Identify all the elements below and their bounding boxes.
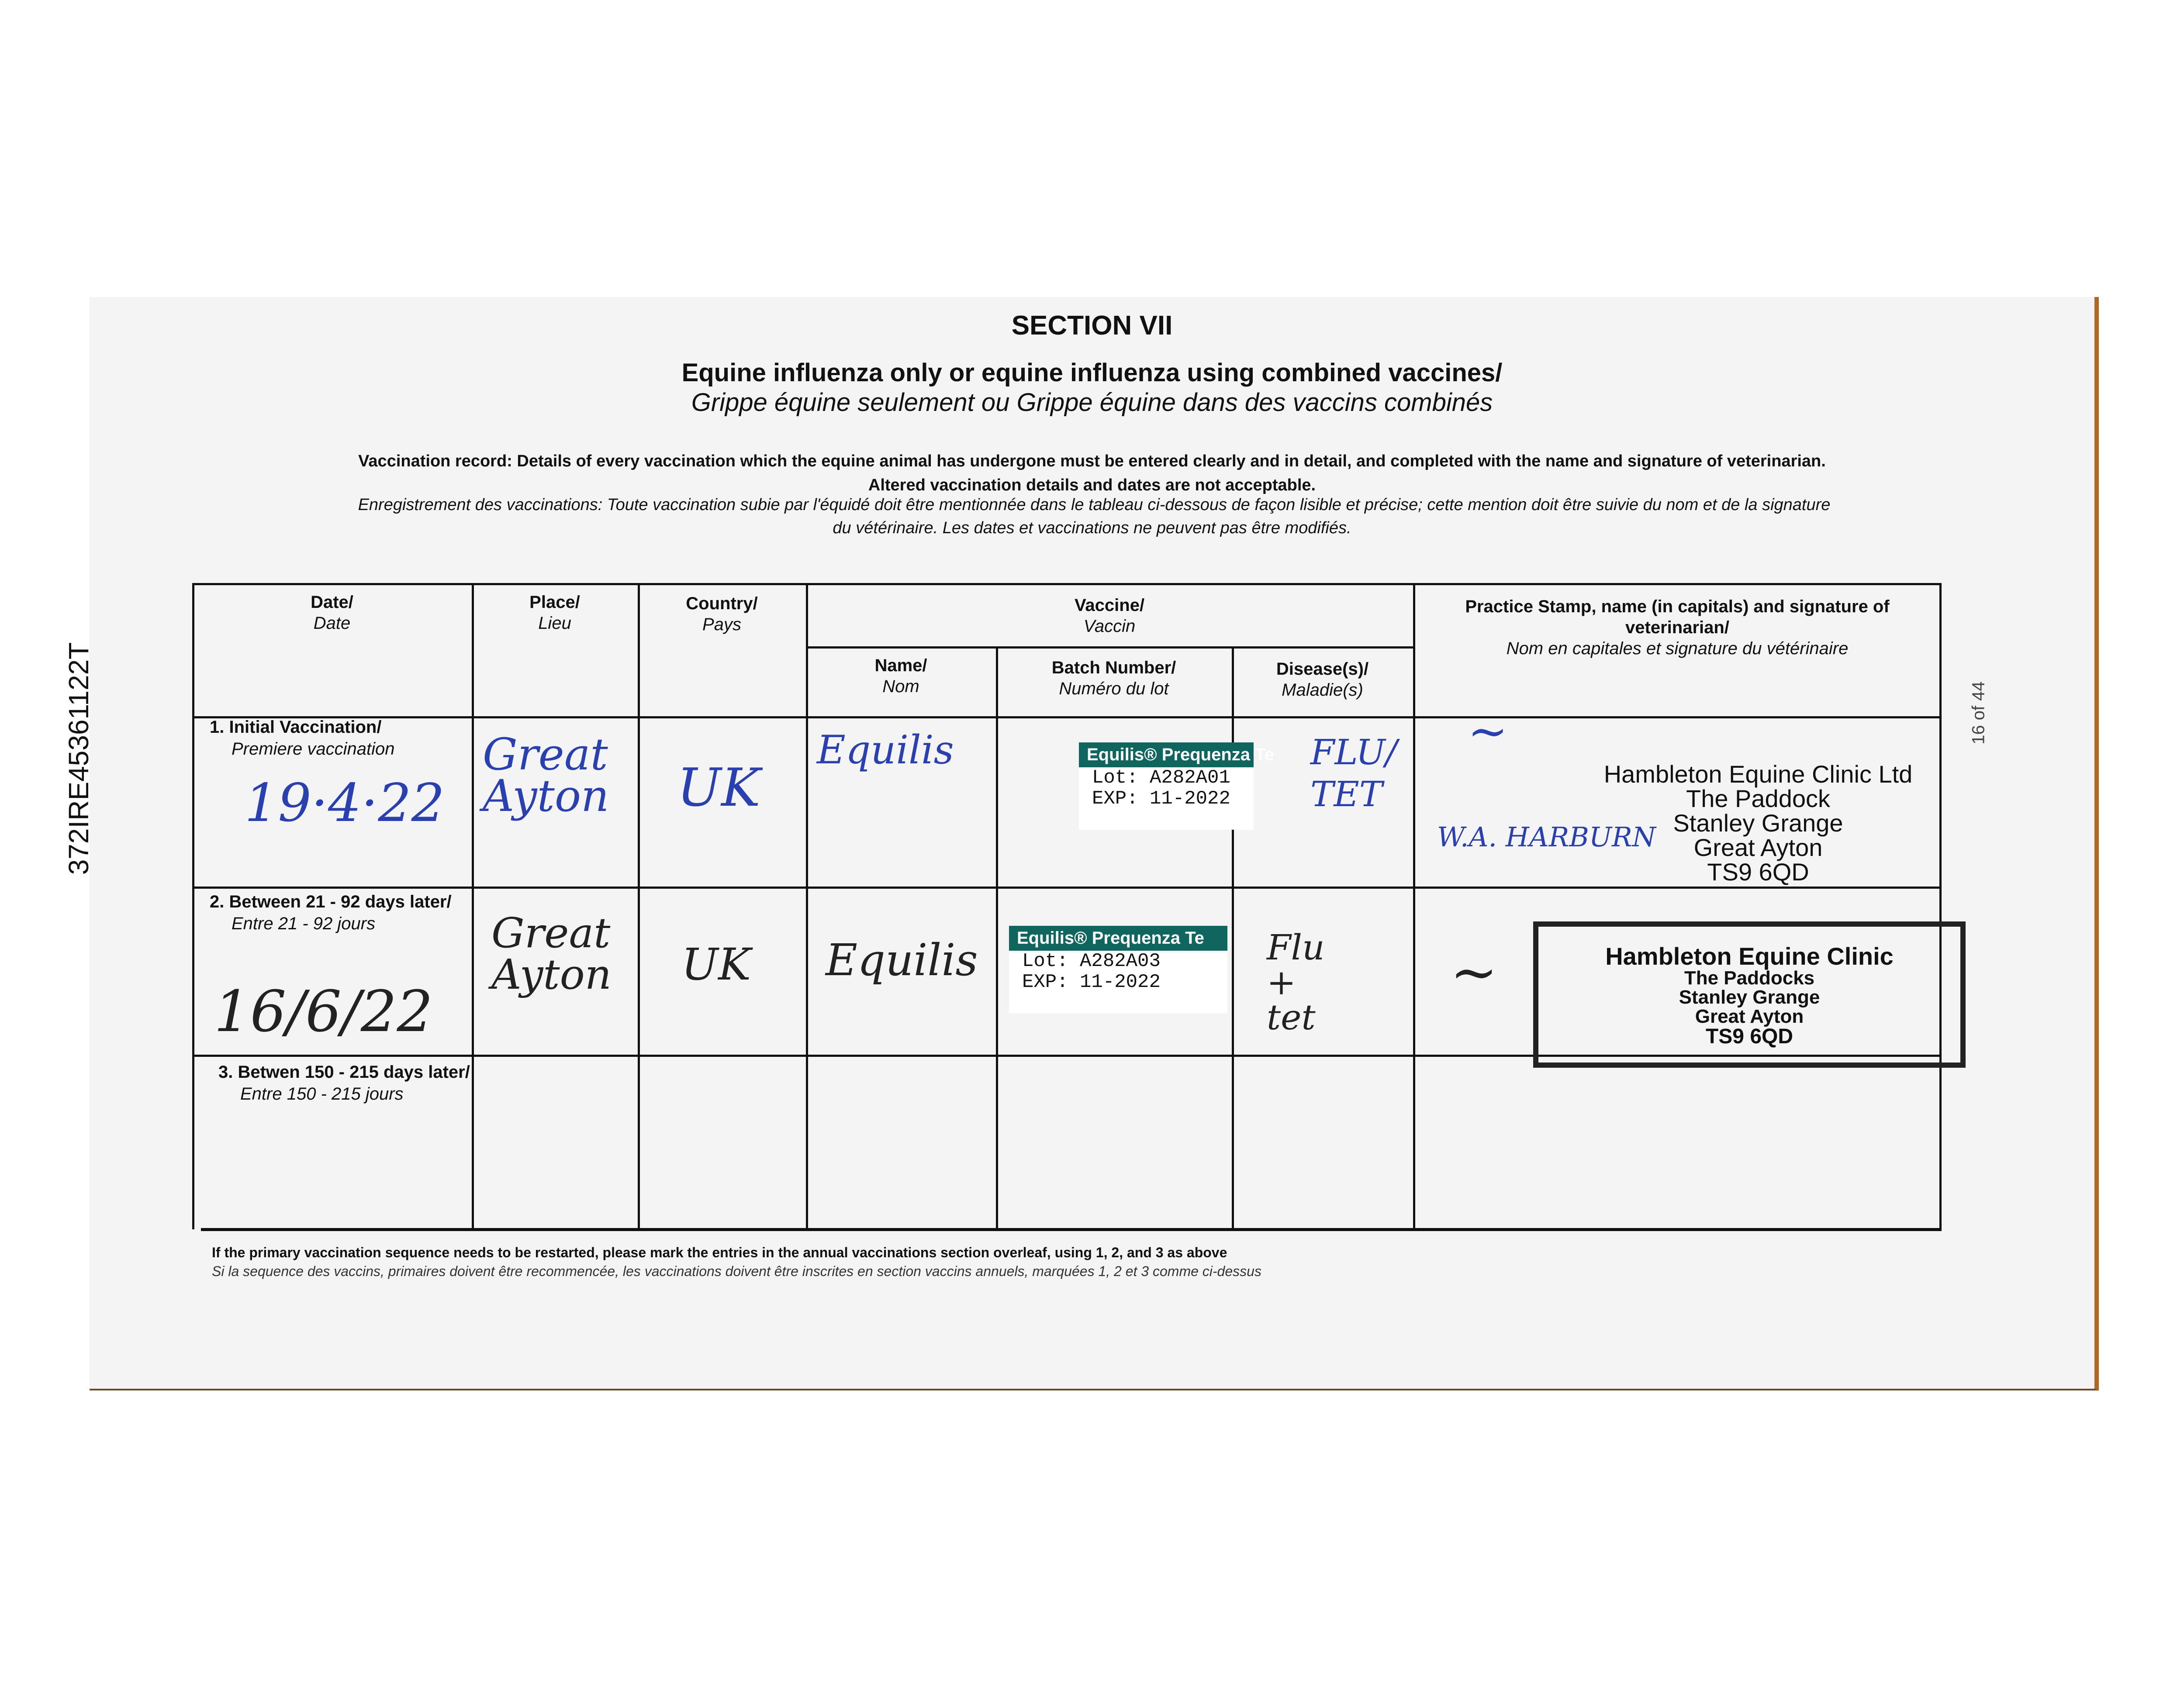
page-number: 16 of 44 <box>1969 681 1988 745</box>
footer-en: If the primary vaccination sequence needs to be restarted, please mark the entries in the annual vaccinations section overleaf, using 1, 2, and 3 as above <box>212 1245 1227 1260</box>
intro-en: Vaccination record: Details of every vaccination which the equine animal has undergone must be entered clearly and in detail, and completed with the name and signature of veterinarian. <box>358 452 1826 470</box>
header-stamp: Practice Stamp, name (in capitals) and signature of veterinarian/ Nom en capitales et signature du vétérinaire <box>1465 597 1890 658</box>
row-2-label: 2. Between 21 - 92 days later/ Entre 21 - 92 jours <box>210 892 452 933</box>
row-3-label: 3. Betwen 150 - 215 days later/ Entre 150 - 215 jours <box>218 1063 470 1104</box>
row-1-label: 1. Initial Vaccination/ Premiere vaccination <box>210 718 395 759</box>
row-1-disease: FLU/ TET <box>1310 732 1397 814</box>
heading-fr: Grippe équine seulement ou Grippe équine dans des vaccins combinés <box>691 388 1493 417</box>
row-1-date: 19·4·22 <box>245 773 445 834</box>
footer-fr: Si la sequence des vaccins, primaires doivent être recommencée, les vaccinations doivent être inscrites en section vaccins annuels, marquées 1, 2 et 3 comme ci-dessus <box>212 1263 1261 1279</box>
row-1-vaccine-name: Equilis <box>817 727 954 773</box>
heading-en: Equine influenza only or equine influenza using combined vaccines/ <box>681 359 1503 387</box>
header-name: Name/ Nom <box>874 656 927 696</box>
row-2-lot: A282A03 <box>1080 950 1161 972</box>
row-2-place: Great Ayton <box>491 909 612 999</box>
header-disease: Disease(s)/ Maladie(s) <box>1276 659 1369 700</box>
row-1-practice-stamp: Hambleton Equine Clinic Ltd The Paddock Stanley Grange Great Ayton TS9 6QD <box>1603 760 1913 886</box>
intro-en-2: Altered vaccination details and dates are not acceptable. <box>868 476 1316 494</box>
row-1-batch-sticker: Equilis® Prequenza Te Lot: A282A01 EXP: 11-2022 <box>1079 742 1254 830</box>
intro-fr: Enregistrement des vaccinations: Toute vaccination subie par l'équidé doit être mentionnée dans le tableau ci-dessous de façon lisible et précise; cette mention doit être suivie du nom et de la signature <box>358 496 1831 514</box>
row-1-exp: 11-2022 <box>1150 788 1230 810</box>
row-2-disease: Flu + tet <box>1267 927 1325 1038</box>
header-date: Date/ Date <box>311 593 353 633</box>
header-country: Country/ Pays <box>686 594 758 634</box>
row-1-country: UK <box>677 758 760 818</box>
row-1-lot: A282A01 <box>1150 767 1230 789</box>
row-2-signature: ~ <box>1450 939 1498 1005</box>
header-vaccine: Vaccine/ Vaccin <box>1074 596 1145 636</box>
header-place: Place/ Lieu <box>529 593 580 633</box>
row-2-exp: 11-2022 <box>1080 971 1161 994</box>
row-2-country: UK <box>681 939 751 990</box>
row-1-signature: ~ <box>1468 703 1508 759</box>
row-2-date: 16/6/22 <box>214 978 433 1045</box>
section-title: SECTION VII <box>1011 310 1173 341</box>
header-batch: Batch Number/ Numéro du lot <box>1051 658 1176 698</box>
row-2-practice-stamp: Hambleton Equine Clinic The Paddocks Stanley Grange Great Ayton TS9 6QD <box>1533 921 1966 1068</box>
row-1-place: Great Ayton <box>483 729 609 821</box>
passport-id: 372IRE45361122T <box>63 642 94 875</box>
row-2-vaccine-name: Equilis <box>826 935 978 986</box>
intro-fr-2: du vétérinaire. Les dates et vaccinations ne peuvent pas être modifiés. <box>833 519 1351 537</box>
row-2-batch-sticker: Equilis® Prequenza Te Lot: A282A03 EXP: 11-2022 <box>1009 926 1227 1013</box>
row-1-vet-name: W.A. HARBURN <box>1437 821 1656 853</box>
